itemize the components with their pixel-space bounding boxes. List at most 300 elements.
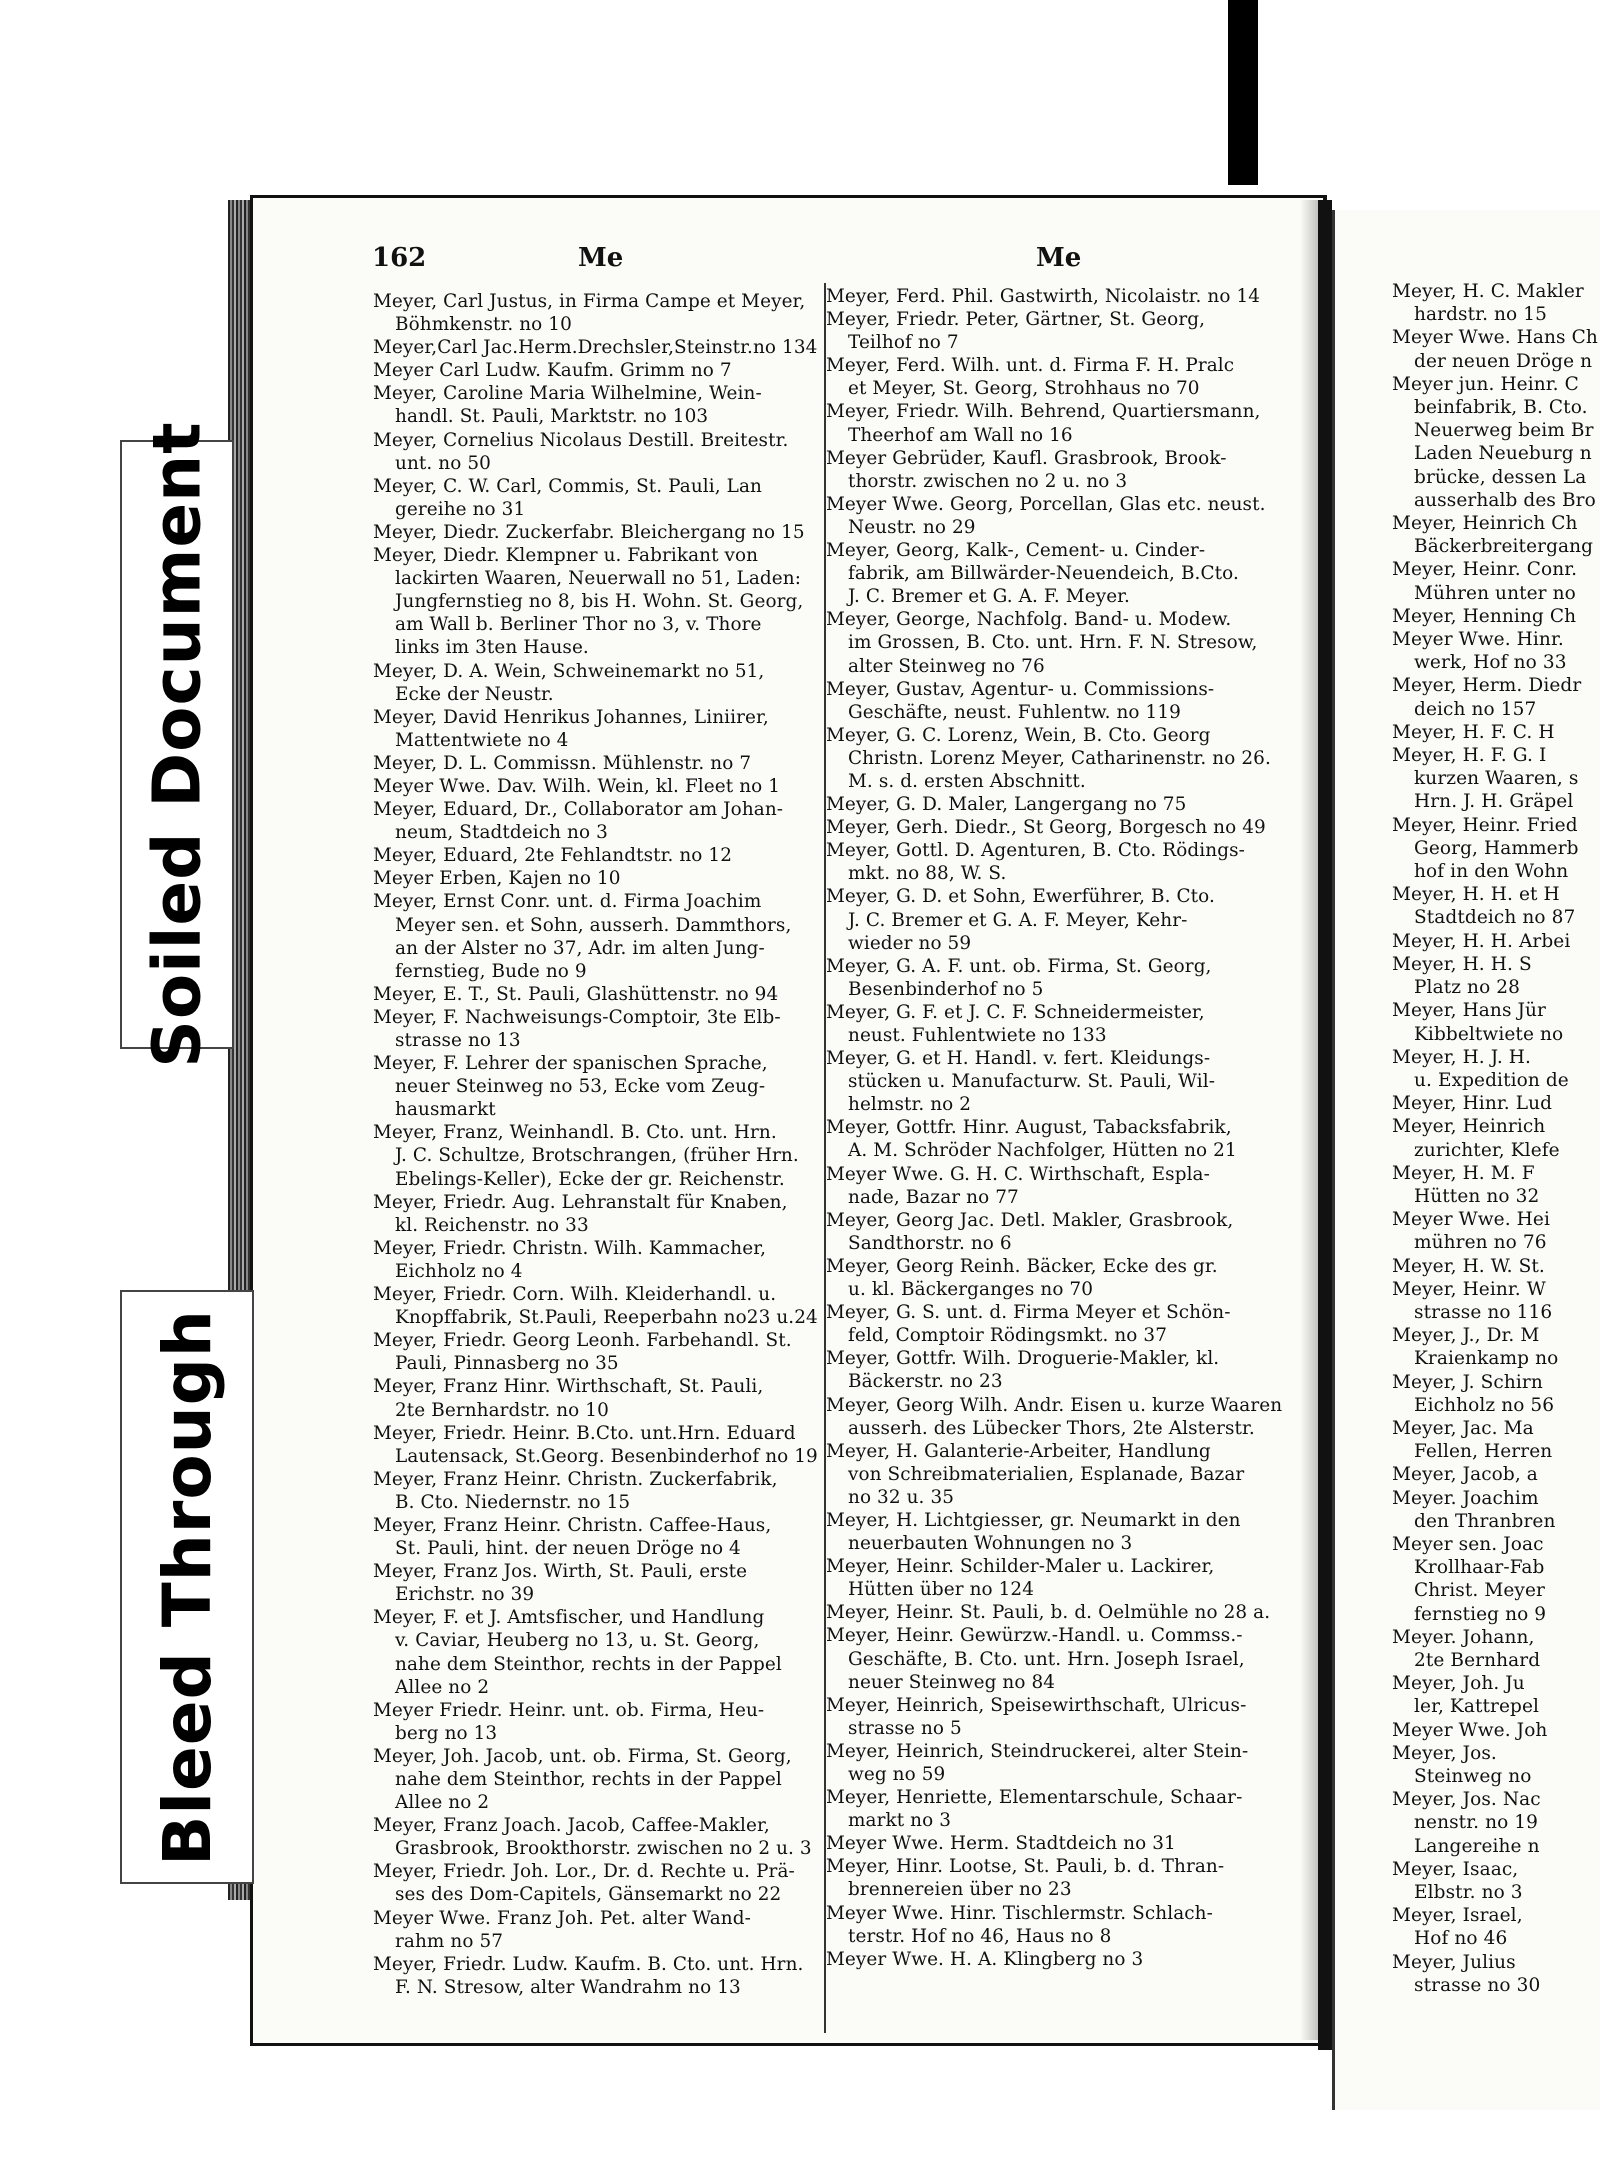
entry-line: Theerhof am Wall no 16 <box>848 424 1073 446</box>
directory-entry <box>373 290 828 336</box>
directory-entry <box>373 1745 828 1814</box>
directory-entry <box>826 1001 1296 1047</box>
entry-line: Meyer, Gottl. D. Agenturen, B. Cto. Rödings- <box>826 840 1245 862</box>
entry-line: Meyer, Hinr. Lootse, St. Pauli, b. d. Thran- <box>826 1856 1225 1878</box>
entry-line: weg no 59 <box>848 1764 946 1785</box>
entry-line: Meyer, Carl Justus, in Firma Campe et Meyer, <box>373 291 806 312</box>
directory-entry <box>826 539 1296 608</box>
directory-entry <box>826 1047 1296 1116</box>
partial-entry-line: Kraienkamp no <box>1414 1348 1559 1370</box>
entry-line: Meyer Wwe. H. A. Klingberg no 3 <box>826 1948 1144 1970</box>
entry-line: von Schreibmaterialien, Esplanade, Bazar <box>848 1463 1245 1485</box>
partial-entry-line: Meyer Wwe. Hei <box>1392 1209 1550 1231</box>
entry-line: Meyer Wwe. Hinr. Tischlermstr. Schlach- <box>826 1902 1213 1924</box>
partial-entry-line: Meyer Wwe. Hinr. <box>1392 629 1564 651</box>
partial-entry-line: Meyer, Jos. Nac <box>1392 1789 1541 1811</box>
entry-line: berg no 13 <box>395 1722 498 1744</box>
partial-entry-line: Eichholz no 56 <box>1414 1394 1555 1416</box>
directory-entry <box>373 1814 828 1860</box>
entry-line: Christn. Lorenz Meyer, Catharinenstr. no 26. <box>848 747 1271 769</box>
partial-entry-line: Meyer, Isaac, <box>1392 1858 1519 1880</box>
partial-entry-line: Elbstr. no 3 <box>1414 1882 1523 1904</box>
partial-entry-line: Stadtdeich no 87 <box>1414 907 1576 929</box>
entry-line: Meyer, Franz Joach. Jacob, Caffee-Makler, <box>373 1815 770 1837</box>
partial-entry-line: Meyer, Hans Jür <box>1392 1000 1546 1022</box>
partial-entry-line: Meyer. Joachim <box>1392 1487 1539 1509</box>
entry-line: Meyer, Friedr. Aug. Lehranstalt für Knaben, <box>373 1191 788 1213</box>
entry-line: Meyer, Eduard, 2te Fehlandtstr. no 12 <box>373 845 733 867</box>
partial-entry-line: strasse no 116 <box>1414 1301 1553 1323</box>
directory-entry <box>826 493 1296 539</box>
entry-line: nahe dem Steinthor, rechts in der Pappel <box>395 1653 782 1675</box>
directory-entry <box>826 1601 1296 1624</box>
partial-entry-line: Meyer, Joh. Ju <box>1392 1673 1525 1695</box>
partial-entry-line: kurzen Waaren, s <box>1414 768 1579 790</box>
entry-line: hausmarkt <box>395 1099 496 1121</box>
entry-line: Meyer, D. A. Wein, Schweinemarkt no 51, <box>373 660 765 682</box>
entry-line: Meyer, David Henrikus Johannes, Liniirer, <box>373 706 769 728</box>
entry-line: Meyer, Gustav, Agentur- u. Commissions- <box>826 678 1215 700</box>
entry-line: St. Pauli, hint. der neuen Dröge no 4 <box>395 1538 741 1560</box>
entry-line: Meyer, H. Lichtgiesser, gr. Neumarkt in den <box>826 1509 1241 1531</box>
directory-entry <box>373 752 828 775</box>
directory-entry <box>373 798 828 844</box>
entry-line: Bäckerstr. no 23 <box>848 1371 1003 1393</box>
partial-entry-line: Meyer Wwe. Joh <box>1392 1719 1548 1741</box>
entry-line: unt. no 50 <box>395 452 491 474</box>
partial-entry-line: Meyer, H. H. et H <box>1392 884 1560 906</box>
entry-line: Meyer, Franz Heinr. Christn. Zuckerfabrik, <box>373 1468 778 1490</box>
directory-entry <box>373 1422 828 1468</box>
directory-entry <box>826 1740 1296 1786</box>
partial-entry-line: Bäckerbreitergang <box>1414 536 1594 558</box>
directory-entry <box>373 1052 828 1121</box>
entry-line: Meyer, F. Nachweisungs-Comptoir, 3te Elb- <box>373 1006 781 1028</box>
soiled-document-label <box>120 421 234 1068</box>
entry-line: Pauli, Pinnasberg no 35 <box>395 1353 619 1375</box>
directory-entry <box>373 429 828 475</box>
entry-line: Meyer, G. A. F. unt. ob. Firma, St. Georg, <box>826 955 1212 977</box>
partial-entry-line: Meyer, Heinrich <box>1392 1116 1546 1138</box>
entry-line: Besenbinderhof no 5 <box>848 978 1044 1000</box>
directory-entry <box>373 1860 828 1906</box>
entry-line: handl. St. Pauli, Marktstr. no 103 <box>395 406 709 428</box>
directory-entry <box>826 1786 1296 1832</box>
directory-column-right-partial <box>1392 280 1600 1997</box>
entry-line: Meyer, G. D. et Sohn, Ewerführer, B. Cto. <box>826 886 1215 908</box>
entry-line: Meyer, Friedr. Joh. Lor., Dr. d. Rechte u. Prä- <box>373 1861 795 1883</box>
partial-entry-line: beinfabrik, B. Cto. <box>1414 397 1588 419</box>
partial-entry-line: deich no 157 <box>1414 698 1537 720</box>
directory-entry <box>373 775 828 798</box>
entry-line: Meyer, Friedr. Ludw. Kaufm. B. Cto. unt. Hrn. <box>373 1953 804 1975</box>
entry-line: u. kl. Bäckerganges no 70 <box>848 1279 1094 1301</box>
entry-line: mkt. no 88, W. S. <box>848 863 1007 885</box>
directory-entry <box>826 1555 1296 1601</box>
directory-entry <box>373 706 828 752</box>
entry-line: Meyer, G. S. unt. d. Firma Meyer et Schön- <box>826 1302 1231 1324</box>
directory-entry <box>826 1116 1296 1162</box>
directory-entry <box>373 1907 828 1953</box>
directory-entry <box>826 1624 1296 1693</box>
partial-entry-line: Meyer, Jacob, a <box>1392 1464 1538 1486</box>
partial-entry-line: Meyer, J. Schirn <box>1392 1371 1543 1393</box>
partial-entry-line: Krollhaar-Fab <box>1414 1557 1545 1579</box>
directory-entry <box>373 867 828 890</box>
entry-line: Meyer, Friedr. Georg Leonh. Farbehandl. St. <box>373 1330 792 1352</box>
partial-entry-line: den Thranbren <box>1414 1510 1556 1532</box>
directory-entry <box>373 1237 828 1283</box>
partial-entry-line: Meyer, H. C. Makler <box>1392 281 1584 302</box>
entry-line: Ecke der Neustr. <box>395 683 554 705</box>
entry-line: ausserh. des Lübecker Thors, 2te Alsterstr. <box>848 1417 1255 1439</box>
entry-line: an der Alster no 37, Adr. im alten Jung- <box>395 937 765 959</box>
entry-line: Meyer, Georg, Kalk-, Cement- u. Cinder- <box>826 540 1206 562</box>
entry-line: Meyer, Gottfr. Wilh. Droguerie-Makler, kl. <box>826 1348 1220 1370</box>
entry-line: Knopffabrik, St.Pauli, Reeperbahn no23 u.24 <box>395 1307 818 1329</box>
directory-entry <box>826 1440 1296 1509</box>
entry-line: Meyer, H. Galanterie-Arbeiter, Handlung <box>826 1440 1211 1462</box>
directory-entry <box>373 1006 828 1052</box>
entry-line: Meyer, Henriette, Elementarschule, Schaar- <box>826 1787 1243 1809</box>
entry-line: Geschäfte, neust. Fuhlentw. no 119 <box>848 701 1181 723</box>
entry-line: Meyer, Friedr. Heinr. B.Cto. unt.Hrn. Eduard <box>373 1422 796 1444</box>
entry-line: Meyer, Friedr. Corn. Wilh. Kleiderhandl. u. <box>373 1284 777 1306</box>
directory-entry <box>826 308 1296 354</box>
partial-entry-line: Christ. Meyer <box>1414 1580 1545 1602</box>
entry-line: im Grossen, B. Cto. unt. Hrn. F. N. Stresow, <box>848 632 1258 654</box>
entry-line: Meyer, Cornelius Nicolaus Destill. Breitestr. <box>373 429 789 451</box>
entry-line: 2te Bernhardstr. no 10 <box>395 1399 609 1421</box>
partial-entry-line: 2te Bernhard <box>1414 1649 1541 1671</box>
running-head-left: Me <box>578 243 624 273</box>
entry-line: Mattentwiete no 4 <box>395 729 569 751</box>
entry-line: Geschäfte, B. Cto. unt. Hrn. Joseph Israel, <box>848 1648 1245 1670</box>
entry-line: Meyer, Friedr. Christn. Wilh. Kammacher, <box>373 1237 767 1259</box>
entry-line: stücken u. Manufacturw. St. Pauli, Wil- <box>848 1071 1216 1093</box>
entry-line: nade, Bazar no 77 <box>848 1186 1019 1208</box>
partial-entry-line: Georg, Hammerb <box>1414 837 1579 859</box>
entry-line: Meyer, C. W. Carl, Commis, St. Pauli, Lan <box>373 475 762 497</box>
entry-line: am Wall b. Berliner Thor no 3, v. Thore <box>395 614 762 636</box>
entry-line: wieder no 59 <box>848 932 972 954</box>
scan-dark-edge <box>1228 0 1258 185</box>
partial-entry-line: Meyer, J., Dr. M <box>1392 1325 1540 1347</box>
entry-line: Meyer, Franz Heinr. Christn. Caffee-Haus, <box>373 1514 772 1536</box>
directory-entry <box>826 1948 1296 1971</box>
entry-line: B. Cto. Niedernstr. no 15 <box>395 1491 631 1513</box>
entry-line: et Meyer, St. Georg, Strohhaus no 70 <box>848 378 1200 400</box>
directory-entry <box>373 1953 828 1999</box>
entry-line: Meyer, Franz, Weinhandl. B. Cto. unt. Hrn. <box>373 1122 777 1144</box>
partial-entry-line: Hrn. J. H. Gräpel <box>1414 791 1574 813</box>
entry-line: Erichstr. no 39 <box>395 1584 535 1606</box>
entry-line: Meyer, Heinr. St. Pauli, b. d. Oelmühle no 28 a. <box>826 1602 1271 1624</box>
entry-line: Lautensack, St.Georg. Besenbinderhof no 19 <box>395 1445 818 1467</box>
entry-line: Meyer, Heinrich, Speisewirthschaft, Ulricus- <box>826 1694 1247 1716</box>
partial-entry-line: Meyer, H. H. Arbei <box>1392 930 1571 952</box>
directory-entry <box>373 1375 828 1421</box>
entry-line: neuerbauten Wohnungen no 3 <box>848 1533 1133 1555</box>
partial-entry-line: Meyer, H. J. H. <box>1392 1046 1532 1068</box>
directory-entry <box>373 1283 828 1329</box>
partial-entry-line: Langereihe n <box>1414 1835 1540 1857</box>
directory-entry <box>826 955 1296 1001</box>
entry-line: Meyer Wwe. Franz Joh. Pet. alter Wand- <box>373 1907 751 1929</box>
entry-line: Meyer, G. F. et J. C. F. Schneidermeister, <box>826 1001 1205 1023</box>
entry-line: Meyer, Gerh. Diedr., St Georg, Borgesch no 49 <box>826 817 1266 839</box>
entry-line: Meyer Gebrüder, Kaufl. Grasbrook, Brook- <box>826 447 1227 469</box>
entry-line: Meyer, Joh. Jacob, unt. ob. Firma, St. Georg, <box>373 1745 792 1767</box>
entry-line: J. C. Schultze, Brotschrangen, (früher Hrn. <box>395 1145 799 1167</box>
partial-entry-line: Laden Neueburg n <box>1414 443 1592 465</box>
entry-line: Jungfernstieg no 8, bis H. Wohn. St. Georg, <box>395 591 804 613</box>
entry-line: Meyer Wwe. Herm. Stadtdeich no 31 <box>826 1833 1176 1855</box>
entry-line: kl. Reichenstr. no 33 <box>395 1214 589 1236</box>
directory-entry <box>826 1301 1296 1347</box>
partial-entry-line: nenstr. no 19 <box>1414 1812 1539 1834</box>
partial-entry-line: Kibbeltwiete no <box>1414 1023 1564 1045</box>
directory-entry <box>826 678 1296 724</box>
directory-entry <box>826 816 1296 839</box>
partial-entry-line: Meyer sen. Joac <box>1392 1533 1544 1555</box>
directory-entry <box>826 839 1296 885</box>
directory-entry <box>373 1468 828 1514</box>
entry-line: J. C. Bremer et G. A. F. Meyer. <box>848 586 1130 608</box>
partial-entry-line: Meyer, Heinr. Fried <box>1392 814 1578 836</box>
entry-line: Meyer, Georg Wilh. Andr. Eisen u. kurze Waaren <box>826 1394 1283 1416</box>
directory-entry <box>373 1329 828 1375</box>
partial-entry-line: Meyer jun. Heinr. C <box>1392 373 1579 395</box>
directory-entry <box>373 1514 828 1560</box>
directory-entry <box>373 1560 828 1606</box>
entry-line: fabrik, am Billwärder-Neuendeich, B.Cto. <box>848 563 1239 585</box>
entry-line: Meyer, Diedr. Klempner u. Fabrikant von <box>373 545 759 567</box>
entry-line: Meyer Wwe. G. H. C. Wirthschaft, Espla- <box>826 1163 1210 1185</box>
entry-line: Hütten über no 124 <box>848 1579 1035 1601</box>
entry-line: Meyer, Heinr. Gewürzw.-Handl. u. Commss.- <box>826 1625 1243 1647</box>
directory-entry <box>373 382 828 428</box>
partial-entry-line: ausserhalb des Bro <box>1414 489 1596 511</box>
entry-line: Meyer, Franz Jos. Wirth, St. Pauli, erste <box>373 1561 748 1583</box>
partial-entry-line: Meyer, H. F. C. H <box>1392 721 1555 743</box>
partial-entry-line: Meyer, Jos. <box>1392 1742 1497 1764</box>
partial-entry-line: Meyer, Julius <box>1392 1951 1516 1973</box>
directory-entry <box>373 660 828 706</box>
directory-entry <box>826 724 1296 793</box>
directory-entry <box>373 336 828 359</box>
spine-shadow <box>1300 200 1320 2040</box>
directory-entry <box>826 1855 1296 1901</box>
bleed-through-label <box>120 1290 254 1884</box>
partial-entry-line: Meyer, H. F. G. I <box>1392 745 1547 767</box>
directory-entry <box>826 885 1296 954</box>
entry-line: gereihe no 31 <box>395 498 526 520</box>
directory-entry <box>826 1694 1296 1740</box>
entry-line: Meyer, D. L. Commissn. Mühlenstr. no 7 <box>373 752 752 774</box>
entry-line: Meyer sen. et Sohn, ausserh. Dammthors, <box>395 914 792 936</box>
entry-line: strasse no 5 <box>848 1717 962 1739</box>
partial-entry-line: Fellen, Herren <box>1414 1441 1553 1463</box>
entry-line: Meyer, Ferd. Wilh. unt. d. Firma F. H. Pralc <box>826 355 1235 377</box>
entry-line: Meyer, G. et H. Handl. v. fert. Kleidungs- <box>826 1048 1211 1070</box>
partial-entry-line: mühren no 76 <box>1414 1232 1547 1254</box>
directory-entry <box>826 1902 1296 1948</box>
partial-entry-line: zurichter, Klefe <box>1414 1139 1560 1161</box>
partial-entry-line: hof in den Wohn <box>1414 861 1569 883</box>
partial-entry-line: Meyer, Henning Ch <box>1392 605 1577 627</box>
entry-line: Meyer, Eduard, Dr., Collaborator am Johan- <box>373 799 784 821</box>
entry-line: Meyer, G. D. Maler, Langergang no 75 <box>826 794 1187 816</box>
entry-line: Meyer Friedr. Heinr. unt. ob. Firma, Heu- <box>373 1699 765 1721</box>
partial-entry-line: Meyer Wwe. Hans Ch <box>1392 327 1598 349</box>
partial-entry-line: Meyer, H. W. St. <box>1392 1255 1545 1277</box>
entry-line: Meyer Erben, Kajen no 10 <box>373 868 621 890</box>
directory-entry <box>826 285 1296 308</box>
partial-entry-line: werk, Hof no 33 <box>1414 652 1567 674</box>
entry-line: v. Caviar, Heuberg no 13, u. St. Georg, <box>395 1630 760 1652</box>
directory-column-middle <box>826 285 1296 1971</box>
bleed-through-text: Bleed Through <box>148 1308 226 1866</box>
entry-line: J. C. Bremer et G. A. F. Meyer, Kehr- <box>848 909 1188 931</box>
entry-line: F. N. Stresow, alter Wandrahm no 13 <box>395 1976 741 1998</box>
entry-line: nahe dem Steinthor, rechts in der Pappel <box>395 1769 782 1790</box>
entry-line: Böhmkenstr. no 10 <box>395 314 572 336</box>
partial-entry-line: Meyer, Herm. Diedr <box>1392 675 1582 697</box>
entry-line: Allee no 2 <box>395 1676 490 1698</box>
partial-entry-line: Platz no 28 <box>1414 977 1521 999</box>
directory-entry <box>373 1121 828 1190</box>
directory-entry <box>373 844 828 867</box>
entry-line: neum, Stadtdeich no 3 <box>395 822 608 844</box>
entry-line: Allee no 2 <box>395 1792 490 1814</box>
entry-line: Meyer, Ernst Conr. unt. d. Firma Joachim <box>373 891 762 913</box>
entry-line: ses des Dom-Capitels, Gänsemarkt no 22 <box>395 1884 782 1906</box>
book-gutter <box>1318 200 1332 2050</box>
entry-line: Meyer, Diedr. Zuckerfabr. Bleichergang no 15 <box>373 521 805 543</box>
entry-line: Meyer, Caroline Maria Wilhelmine, Wein- <box>373 383 762 405</box>
entry-line: Meyer, Ferd. Phil. Gastwirth, Nicolaistr. no 14 <box>826 286 1261 307</box>
directory-entry <box>826 1163 1296 1209</box>
entry-line: Sandthorstr. no 6 <box>848 1232 1012 1254</box>
entry-line: Meyer, George, Nachfolg. Band- u. Modew. <box>826 609 1232 631</box>
running-head-right: Me <box>1036 243 1082 273</box>
directory-entry <box>826 354 1296 400</box>
directory-entry <box>373 1699 828 1745</box>
entry-line: strasse no 13 <box>395 1030 521 1051</box>
partial-entry-line: Neuerweg beim Br <box>1414 420 1594 442</box>
partial-entry-line: fernstieg no 9 <box>1414 1603 1547 1625</box>
soiled-document-text: Soiled Document <box>138 421 216 1068</box>
entry-line: Meyer,Carl Jac.Herm.Drechsler,Steinstr.no 134 <box>373 337 818 359</box>
directory-entry <box>826 447 1296 493</box>
partial-entry-line: brücke, dessen La <box>1414 466 1587 488</box>
directory-entry <box>826 1209 1296 1255</box>
partial-entry-line: ler, Kattrepel <box>1414 1696 1540 1718</box>
entry-line: alter Steinweg no 76 <box>848 655 1045 677</box>
entry-line: M. s. d. ersten Abschnitt. <box>848 770 1086 792</box>
partial-entry-line: strasse no 30 <box>1414 1974 1541 1996</box>
entry-line: neuer Steinweg no 84 <box>848 1671 1056 1693</box>
page-number: 162 <box>372 243 427 273</box>
partial-entry-line: Meyer, Israel, <box>1392 1905 1523 1927</box>
entry-line: Meyer, Georg Reinh. Bäcker, Ecke des gr. <box>826 1255 1218 1277</box>
directory-entry <box>826 608 1296 677</box>
entry-line: Ebelings-Keller), Ecke der gr. Reichenstr. <box>395 1168 785 1190</box>
entry-line: terstr. Hof no 46, Haus no 8 <box>848 1925 1112 1947</box>
partial-entry-line: Steinweg no <box>1414 1766 1532 1787</box>
directory-entry <box>826 1394 1296 1440</box>
directory-entry <box>826 793 1296 816</box>
partial-entry-line: Meyer, Heinrich Ch <box>1392 513 1578 535</box>
entry-line: Meyer, Heinrich, Steindruckerei, alter Stein- <box>826 1740 1249 1762</box>
partial-entry-line: Hof no 46 <box>1414 1928 1508 1950</box>
directory-entry <box>826 1255 1296 1301</box>
entry-line: Teilhof no 7 <box>848 332 959 354</box>
partial-entry-line: Hütten no 32 <box>1414 1185 1540 1207</box>
entry-line: Meyer Carl Ludw. Kaufm. Grimm no 7 <box>373 360 732 382</box>
directory-entry <box>826 1832 1296 1855</box>
partial-entry-line: Mühren unter no <box>1414 582 1576 604</box>
directory-column-left <box>373 290 828 1999</box>
directory-entry <box>373 890 828 982</box>
partial-entry-line: der neuen Dröge n <box>1414 350 1593 372</box>
entry-line: Meyer, Franz Hinr. Wirthschaft, St. Pauli, <box>373 1376 764 1398</box>
entry-line: neust. Fuhlentwiete no 133 <box>848 1025 1107 1046</box>
entry-line: Eichholz no 4 <box>395 1260 523 1282</box>
partial-entry-line: Meyer. Johann, <box>1392 1626 1535 1648</box>
directory-entry <box>373 1191 828 1237</box>
entry-line: Meyer, G. C. Lorenz, Wein, B. Cto. Georg <box>826 724 1211 746</box>
entry-line: fernstieg, Bude no 9 <box>395 960 587 982</box>
entry-line: brennereien über no 23 <box>848 1879 1072 1901</box>
directory-entry <box>826 1347 1296 1393</box>
directory-entry <box>373 544 828 659</box>
entry-line: markt no 3 <box>848 1810 952 1832</box>
partial-entry-line: Meyer, Jac. Ma <box>1392 1417 1534 1439</box>
directory-entry <box>373 359 828 382</box>
directory-entry <box>373 1606 828 1698</box>
partial-entry-line: Meyer, H. H. S <box>1392 953 1532 975</box>
entry-line: links im 3ten Hause. <box>395 637 589 659</box>
entry-line: no 32 u. 35 <box>848 1486 955 1508</box>
partial-entry-line: u. Expedition de <box>1414 1069 1569 1091</box>
partial-entry-line: Meyer, Hinr. Lud <box>1392 1093 1553 1115</box>
entry-line: Meyer, Friedr. Wilh. Behrend, Quartiersmann, <box>826 401 1261 423</box>
entry-line: rahm no 57 <box>395 1930 504 1952</box>
entry-line: Meyer, Friedr. Peter, Gärtner, St. Georg, <box>826 309 1206 331</box>
directory-entry <box>373 475 828 521</box>
entry-line: Meyer, F. Lehrer der spanischen Sprache, <box>373 1053 768 1075</box>
entry-line: Meyer, Gottfr. Hinr. August, Tabacksfabrik, <box>826 1117 1232 1139</box>
partial-entry-line: Meyer, H. M. F <box>1392 1162 1535 1184</box>
partial-entry-line: Meyer, Heinr. Conr. <box>1392 559 1578 581</box>
entry-line: Meyer, Heinr. Schilder-Maler u. Lackirer, <box>826 1556 1215 1578</box>
entry-line: helmstr. no 2 <box>848 1094 972 1116</box>
entry-line: Meyer, Georg Jac. Detl. Makler, Grasbrook, <box>826 1209 1234 1231</box>
partial-entry-line: hardstr. no 15 <box>1414 304 1548 326</box>
entry-line: Meyer Wwe. Dav. Wilh. Wein, kl. Fleet no 1 <box>373 775 781 797</box>
directory-entry <box>826 400 1296 446</box>
entry-line: Meyer, E. T., St. Pauli, Glashüttenstr. no 94 <box>373 983 779 1005</box>
entry-line: lackirten Waaren, Neuerwall no 51, Laden: <box>395 568 802 590</box>
entry-line: feld, Comptoir Rödingsmkt. no 37 <box>848 1325 1168 1347</box>
partial-entry-line: Meyer, Heinr. W <box>1392 1278 1546 1300</box>
entry-line: A. M. Schröder Nachfolger, Hütten no 21 <box>848 1140 1237 1162</box>
directory-entry <box>373 983 828 1006</box>
entry-line: thorstr. zwischen no 2 u. no 3 <box>848 470 1128 492</box>
entry-line: Grasbrook, Brookthorstr. zwischen no 2 u. 3 <box>395 1838 812 1860</box>
